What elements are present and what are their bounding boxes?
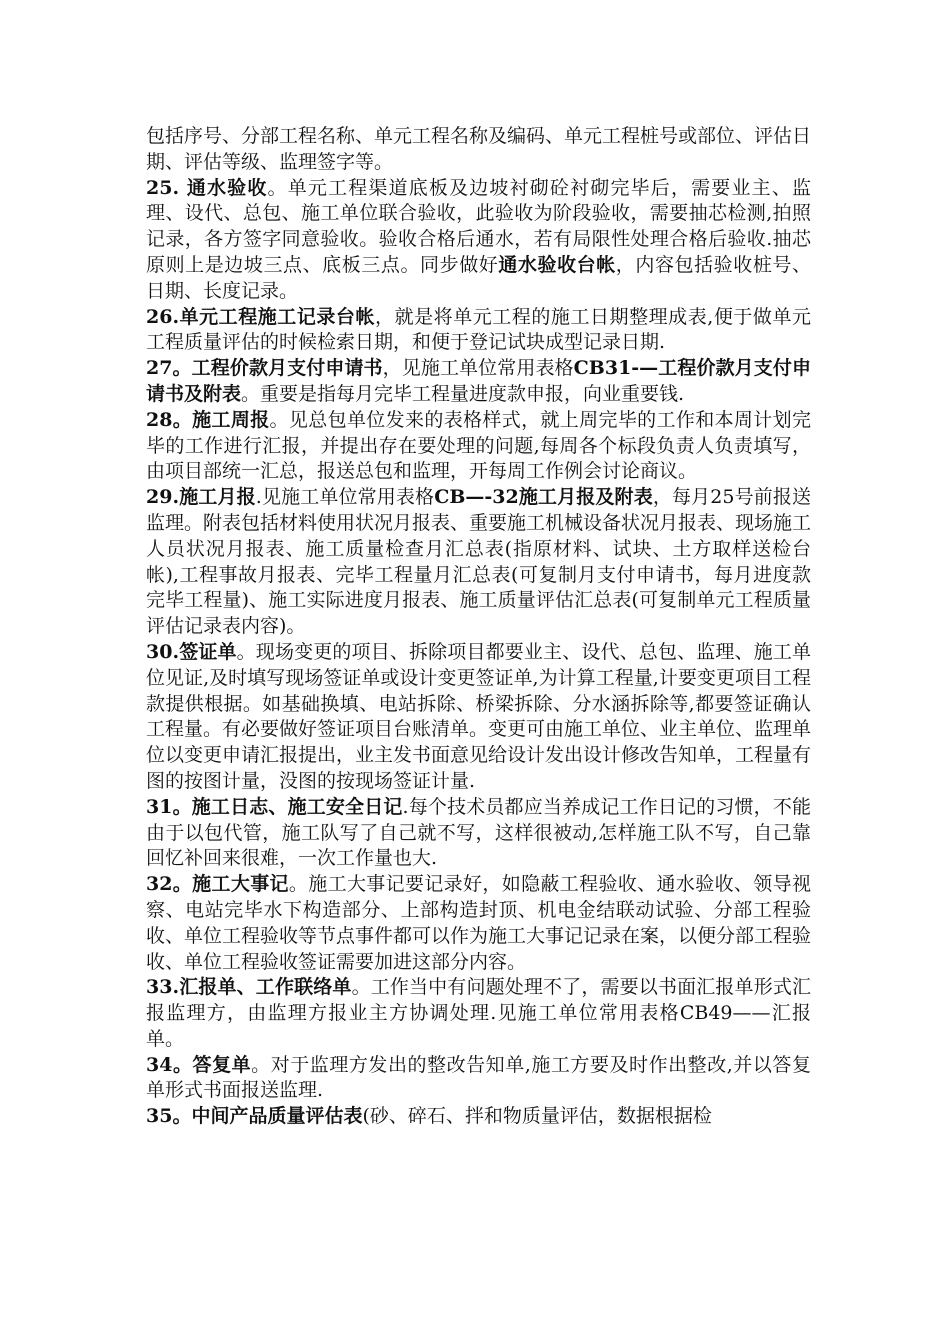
item-heading: 26.单元工程施工记录台帐 xyxy=(146,305,376,328)
item-heading: 31。施工日志、施工安全日记 xyxy=(146,795,403,818)
document-page xyxy=(146,124,811,1130)
paragraph-27-monthly-payment xyxy=(146,356,811,408)
paragraph-31-construction-log xyxy=(146,795,811,872)
text-run: 。单元工程渠道底板及边坡衬砌砼衬砌完毕后，需要业主、监理、设代、总包、施工单位联合验收，此验收为阶段验收，需要抽芯检测,拍照记录，各方签字同意验收。验收合格后通水，若有局限性处理合格后验收.抽芯原则上是边坡三点、底板三点。同步做好 xyxy=(146,176,811,276)
paragraph-29-monthly-report xyxy=(146,485,811,640)
item-heading: 30.签证单 xyxy=(146,640,237,663)
text-run: ，就是将单元工程的施工日期整理成表,便于做单元工程质量评估的时候检索日期，和便于登记试块成型记录日期. xyxy=(146,305,811,354)
emphasis-term: CB31-—工程价款月支付申请书及附表 xyxy=(146,357,811,405)
text-run: 。见总包单位发来的表格样式，就上周完毕的工作和本周计划完毕的工作进行汇报，并提出存在要处理的问题,每周各个标段负责人负责填写，由项目部统一汇总，报送总包和监理，开每周工作例会讨论商议。 xyxy=(146,408,811,483)
text-run: 。施工大事记要记录好，如隐蔽工程验收、通水验收、领导视察、电站完毕水下构造部分、上部构造封顶、机电金结联动试验、分部工程验收、单位工程验收等节点事件都可以作为施工大事记记录在案，以便分部工程验收、单位工程验收签证需要加进这部分内容。 xyxy=(146,873,812,973)
paragraph-30-visa-form xyxy=(146,640,811,795)
text-run: 。现场变更的项目、拆除项目都要业主、设代、总包、监理、施工单位见证,及时填写现场签证单或设计变更签证单,为计算工程量,计要变更项目工程款提供根据。如基础换填、电站拆除、桥梁拆除、分水涵拆除等,都要签证确认工程量。有必要做好签证项目台账清单。变更可由施工单位、业主单位、监理单位以变更申请汇报提出，业主发书面意见给设计发出设计修改告知单，工程量有图的按图计量，没图的按现场签证计量. xyxy=(146,640,812,792)
text-run: 。重要是指每月完毕工程量进度款申报，向业重要钱. xyxy=(241,382,685,405)
text-run: ，每月25号前报送监理。附表包括材料使用状况月报表、重要施工机械设备状况月报表、现场施工人员状况月报表、施工质量检查月汇总表(指原材料、试块、土方取样送检台帐),工程事故月报表、完毕工程量月汇总表(可复制月支付申请书，每月进度款完毕工程量)、施工实际进度月报表、施工质量评估汇总表(可复制单元工程质量评估记录表内容)。 xyxy=(146,486,812,638)
emphasis-term: CB—-32施工月报及附表 xyxy=(434,486,653,509)
paragraph-32-major-events xyxy=(146,872,811,975)
paragraph-34-reply-form xyxy=(146,1053,811,1105)
text-run: 。工作当中有问题处理不了，需要以书面汇报单形式汇报监理方，由监理方报业主方协调处理.见施工单位常用表格CB49——汇报单。 xyxy=(146,976,811,1050)
emphasis-term: 通水验收台帐 xyxy=(498,253,616,276)
paragraph-24-continued xyxy=(146,124,811,176)
paragraph-25-water-acceptance xyxy=(146,176,811,305)
item-heading: 35。中间产品质量评估表 xyxy=(146,1105,363,1128)
paragraph-28-weekly-report xyxy=(146,408,811,485)
item-heading: 27。工程价款月支付申请书 xyxy=(146,357,383,380)
text-run: ，见施工单位常用表格 xyxy=(382,357,574,380)
text-run: 包括序号、分部工程名称、单元工程名称及编码、单元工程桩号或部位、评估日期、评估等级、监理签字等。 xyxy=(146,125,812,173)
item-heading: 25. 通水验收 xyxy=(146,176,268,199)
item-heading: 32。施工大事记 xyxy=(146,873,289,896)
item-heading: 29.施工月报 xyxy=(146,486,256,509)
paragraph-35-intermediate-quality xyxy=(146,1104,811,1130)
paragraph-26-unit-record-ledger xyxy=(146,305,811,357)
paragraph-33-report-form xyxy=(146,975,811,1052)
text-run: (砂、碎石、拌和物质量评估，数据根据检 xyxy=(362,1105,712,1128)
text-run: 。对于监理方发出的整改告知单,施工方要及时作出整改,并以答复单形式书面报送监理. xyxy=(146,1053,811,1102)
text-run: .每个技术员都应当养成记工作日记的习惯，不能由于以包代管，施工队写了自己就不写，这样很被动,怎样施工队不写，自己靠回忆补回来很难，一次工作量也大. xyxy=(146,795,811,870)
item-heading: 33.汇报单、工作联络单 xyxy=(146,976,352,999)
text-run: .见施工单位常用表格 xyxy=(255,486,435,509)
text-run: ，内容包括验收桩号、日期、长度记录。 xyxy=(146,253,811,302)
item-heading: 28。施工周报 xyxy=(146,408,270,431)
item-heading: 34。答复单 xyxy=(146,1053,252,1076)
